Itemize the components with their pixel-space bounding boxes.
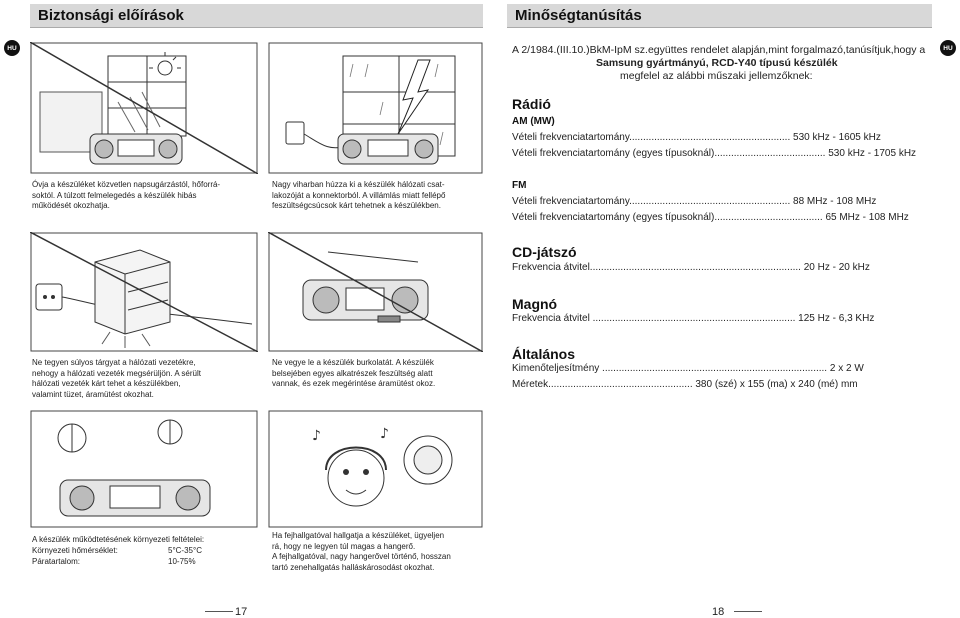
- caption-headphones: Ha fejhallgatóval hallgatja a készüléket, ügyeljen rá, hogy ne legyen túl magas a hangerő. A fejhallgatóval, nagy hangerővel történő, hosszan tartó zenehallgatás halláskárosodást okozhat.: [272, 531, 451, 572]
- caption-sunlight: Óvja a készüléket közvetlen napsugárzástól, hőforrá- soktól. A túlzott felmelegedés a készülék hibás működését okozhatja.: [32, 180, 221, 210]
- figure-sunlight-window: [30, 42, 258, 174]
- section-cd-title: CD-játszó: [512, 244, 577, 260]
- svg-text:♪: ♪: [380, 426, 389, 442]
- figure-temperature-humidity: [30, 410, 258, 528]
- figure-headphone-child: [268, 410, 483, 528]
- env-humidity-label: Páratartalom:: [32, 557, 81, 566]
- left-header-bar: [30, 4, 483, 28]
- env-humidity-value: 10-75%: [168, 557, 196, 566]
- general-row-1: Kimenőteljesítmény ................................................................................. 2 x 2 W: [512, 363, 864, 374]
- page-number-rule-right: [734, 611, 762, 612]
- page-number-rule-left: [205, 611, 233, 612]
- hu-badge-right: HU: [940, 40, 956, 56]
- figure-cover-removal: [268, 232, 483, 352]
- fm-row-1: Vételi frekvenciatartomány.......................................................... 88 MHz - 108 MHz: [512, 196, 877, 207]
- cd-row-1: Frekvencia átvitel............................................................................ 20 Hz - 20 kHz: [512, 262, 870, 273]
- caption-heavy-object: Ne tegyen súlyos tárgyat a hálózati vezetékre, nehogy a hálózati vezeték megsérüljön. A sérült hálózati vezeték kárt tehet a készülékben, valamint tüzet, áramütést okozhat.: [32, 358, 201, 399]
- right-header-bar: [507, 4, 932, 28]
- section-tape-title: Magnó: [512, 296, 558, 312]
- intro-line-2: Samsung gyártmányú, RCD-Y40 típusú készülék: [596, 57, 838, 69]
- fm-row-2: Vételi frekvenciatartomány (egyes típusoknál)....................................... 65 MHz - 108 MHz: [512, 212, 909, 223]
- page-number-right: 18: [712, 606, 725, 618]
- intro-line-3: megfelel az alábbi műszaki jellemzőknek:: [620, 70, 813, 82]
- figure-heavy-object-cord: [30, 232, 258, 352]
- am-row-2: Vételi frekvenciatartomány (egyes típusoknál)........................................ 530 kHz - 1705 kHz: [512, 148, 917, 159]
- page-number-left: 17: [235, 606, 248, 618]
- general-row-2: Méretek.................................................... 380 (szé) x 155 (ma) x 240 (mé) mm: [512, 379, 858, 390]
- figure-lightning-unplug: [268, 42, 483, 174]
- left-header-title: Biztonsági előírások: [38, 7, 184, 24]
- env-title: A készülék működtetésének környezeti feltételei:: [32, 535, 205, 544]
- caption-lightning: Nagy viharban húzza ki a készülék hálózati csat- lakozóját a konnektorból. A villámlás miatt fellépő feszültségcsúcsok kárt tehetnek a készülékben.: [272, 180, 446, 210]
- hu-badge-left: HU: [4, 40, 20, 56]
- env-temp-label: Környezeti hőmérséklet:: [32, 546, 118, 555]
- caption-cover: Ne vegye le a készülék burkolatát. A készülék belsejében egyes alkatrészek feszültség alatt vannak, és ezek megérintése áramütést okoz.: [272, 358, 436, 388]
- section-radio-title: Rádió: [512, 96, 551, 112]
- intro-line-1: A 2/1984.(III.10.)BkM-IpM sz.együttes rendelet alapján,mint forgalmazó,tanúsítjuk,hogy a: [512, 44, 926, 56]
- tape-row-1: Frekvencia átvitel ......................................................................... 125 Hz - 6,3 KHz: [512, 313, 875, 324]
- fm-title: FM: [512, 180, 527, 191]
- section-general-title: Általános: [512, 346, 576, 362]
- env-temp-value: 5°C-35°C: [168, 546, 202, 555]
- svg-text:♪: ♪: [312, 428, 321, 444]
- am-title: AM (MW): [512, 116, 555, 127]
- am-row-1: Vételi frekvenciatartomány.......................................................... 530 kHz - 1605 kHz: [512, 132, 881, 143]
- right-header-title: Minőségtanúsítás: [515, 7, 642, 24]
